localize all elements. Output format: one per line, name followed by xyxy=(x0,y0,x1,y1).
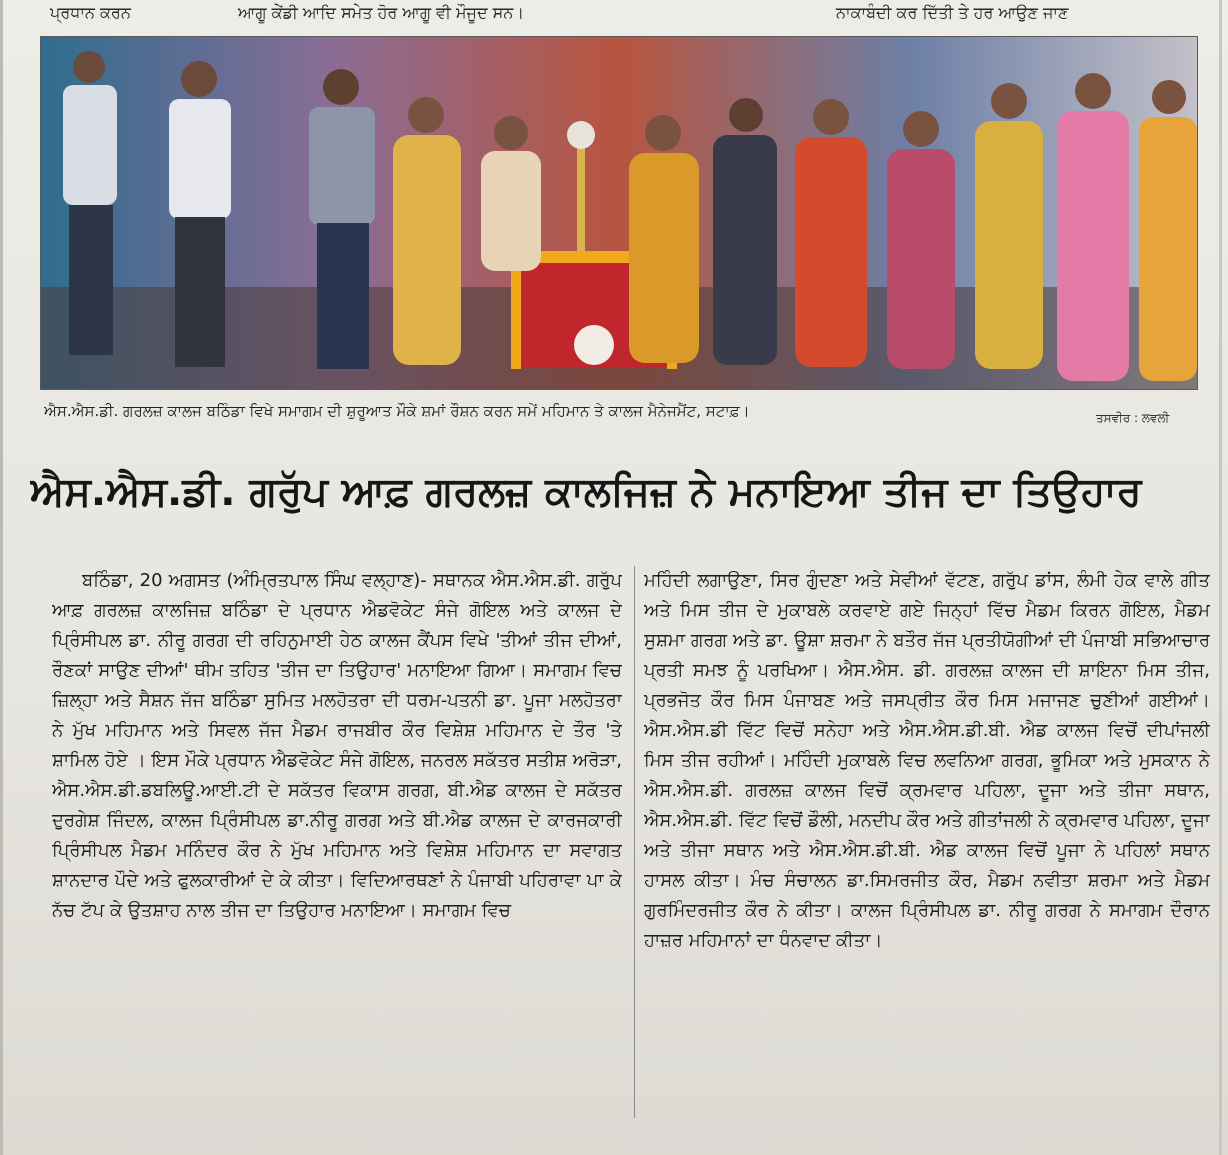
article-headline: ਐਸ.ਐਸ.ਡੀ. ਗਰੁੱਪ ਆਫ਼ ਗਰਲਜ਼ ਕਾਲਜਿਜ਼ ਨੇ ਮਨਾਇਆ ਤੀਜ ਦਾ ਤਿਉਹਾਰ xyxy=(30,469,1142,515)
page-edge xyxy=(1219,0,1222,1155)
article-column-right: ਮਹਿੰਦੀ ਲਗਾਉਣਾ, ਸਿਰ ਗੁੰਦਣਾ ਅਤੇ ਸੇਵੀਆਂ ਵੱਟਣ, ਗਰੁੱਪ ਡਾਂਸ, ਲੰਮੀ ਹੇਕ ਵਾਲੇ ਗੀਤ ਅਤੇ ਮਿਸ ਤੀਜ ਦੇ ਮੁਕਾਬਲੇ ਕਰਵਾਏ ਗਏ ਜਿਨ੍ਹਾਂ ਵਿੱਚ ਮੈਡਮ ਕਿਰਨ ਗੋਇਲ, ਮੈਡਮ ਸੁਸ਼ਮਾ ਗਰਗ ਅਤੇ ਡਾ. ਊਸ਼ਾ ਸ਼ਰਮਾ ਨੇ ਬਤੌਰ ਜੱਜ ਪ੍ਰਤੀਯੋਗੀਆਂ ਦੀ ਪੰਜਾਬੀ ਸਭਿਆਚਾਰ ਪ੍ਰਤੀ ਸਮਝ ਨੂੰ ਪਰਖਿਆ। ਐਸ.ਐਸ. ਡੀ. ਗਰਲਜ਼ ਕਾਲਜ ਦੀ ਸ਼ਾਇਨਾ ਮਿਸ ਤੀਜ, ਪ੍ਰਭਜੋਤ ਕੌਰ ਮਿਸ ਪੰਜਾਬਣ ਅਤੇ ਜਸਪ੍ਰੀਤ ਕੌਰ ਮਿਸ ਮਜਾਜਣ ਚੁਣੀਆਂ ਗਈਆਂ। ਐਸ.ਐਸ.ਡੀ ਵਿੱਟ ਵਿਚੋਂ ਸਨੇਹਾ ਅਤੇ ਐਸ.ਐਸ.ਡੀ.ਬੀ. ਐਡ ਕਾਲਜ ਵਿਚੋਂ ਦੀਪਾਂਜਲੀ ਮਿਸ ਤੀਜ ਰਹੀਆਂ। ਮਹਿੰਦੀ ਮੁਕਾਬਲੇ ਵਿਚ ਲਵਨਿਆ ਗਰਗ, ਭੂਮਿਕਾ ਅਤੇ ਮੁਸਕਾਨ ਨੇ ਐਸ.ਐਸ.ਡੀ. ਗਰਲਜ਼ ਕਾਲਜ ਵਿਚੋਂ ਕ੍ਰਮਵਾਰ ਪਹਿਲਾ, ਦੂਜਾ ਅਤੇ ਤੀਜਾ ਸਥਾਨ, ਐਸ.ਐਸ.ਡੀ. ਵਿੱਟ ਵਿਚੋਂ ਡੌਲੀ, ਮਨਦੀਪ ਕੌਰ ਅਤੇ ਗੀਤਾਂਜਲੀ ਨੇ ਕ੍ਰਮਵਾਰ ਪਹਿਲਾ, ਦੂਜਾ ਅਤੇ ਤੀਜਾ ਸਥਾਨ ਅਤੇ ਐਸ.ਐਸ.ਡੀ.ਬੀ. ਐਡ ਕਾਲਜ ਵਿਚੋਂ ਪੂਜਾ ਨੇ ਪਹਿਲਾਂ ਸਥਾਨ ਹਾਸਲ ਕੀਤਾ। ਮੰਚ ਸੰਚਾਲਨ ਡਾ.ਸਿਮਰਜੀਤ ਕੌਰ, ਮੈਡਮ ਨਵੀਤਾ ਸ਼ਰਮਾ ਅਤੇ ਮੈਡਮ ਗੁਰਮਿੰਦਰਜੀਤ ਕੌਰ ਨੇ ਕੀਤਾ। ਕਾਲਜ ਪ੍ਰਿੰਸੀਪਲ ਡਾ. ਨੀਰੂ ਗਰਗ ਨੇ ਸਮਾਗਮ ਦੌਰਾਨ ਹਾਜ਼ਰ ਮਹਿਮਾਨਾਂ ਦਾ ਧੰਨਵਾਦ ਕੀਤਾ। xyxy=(644,570,1210,951)
person-2 xyxy=(169,61,231,367)
photo-caption: ਐਸ.ਐਸ.ਡੀ. ਗਰਲਜ਼ ਕਾਲਜ ਬਠਿੰਡਾ ਵਿਖੇ ਸਮਾਗਮ ਦੀ ਸ਼ੁਰੂਆਤ ਮੌਕੇ ਸ਼ਮਾਂ ਰੌਸ਼ਨ ਕਰਨ ਸਮੇਂ ਮਹਿਮਾਨ ਤੇ ਕਾਲਜ ਮੈਨੇਜਮੈਂਟ, ਸਟਾਫ਼। xyxy=(44,402,750,420)
person-4 xyxy=(393,97,461,365)
person-8 xyxy=(795,99,867,367)
column-divider xyxy=(634,566,635,1118)
person-7 xyxy=(713,98,777,365)
top-fragment-middle: ਆਗੂ ਕੇਂਡੀ ਆਦਿ ਸਮੇਤ ਹੋਰ ਆਗੂ ਵੀ ਮੌਜੂਦ ਸਨ। xyxy=(238,3,525,22)
article-column-left: ਬਠਿੰਡਾ, 20 ਅਗਸਤ (ਅੰਮ੍ਰਿਤਪਾਲ ਸਿੰਘ ਵਲ੍ਹਾਣ)- ਸਥਾਨਕ ਐਸ.ਐਸ.ਡੀ. ਗਰੁੱਪ ਆਫ਼ ਗਰਲਜ਼ ਕਾਲਜਿਜ਼ ਬਠਿੰਡਾ ਦੇ ਪ੍ਰਧਾਨ ਐਡਵੋਕੇਟ ਸੰਜੇ ਗੋਇਲ ਅਤੇ ਕਾਲਜ ਦੇ ਪ੍ਰਿੰਸੀਪਲ ਡਾ. ਨੀਰੂ ਗਰਗ ਦੀ ਰਹਿਨੁਮਾਈ ਹੇਠ ਕਾਲਜ ਕੈਂਪਸ ਵਿਖੇ 'ਤੀਆਂ ਤੀਜ ਦੀਆਂ, ਰੌਣਕਾਂ ਸਾਉਣ ਦੀਆਂ' ਥੀਮ ਤਹਿਤ 'ਤੀਜ ਦਾ ਤਿਉਹਾਰ' ਮਨਾਇਆ ਗਿਆ। ਸਮਾਗਮ ਵਿਚ ਜ਼ਿਲ੍ਹਾ ਅਤੇ ਸੈਸ਼ਨ ਜੱਜ ਬਠਿੰਡਾ ਸੁਮਿਤ ਮਲਹੋਤਰਾ ਦੀ ਧਰਮ-ਪਤਨੀ ਡਾ. ਪੂਜਾ ਮਲਹੋਤਰਾ ਨੇ ਮੁੱਖ ਮਹਿਮਾਨ ਅਤੇ ਸਿਵਲ ਜੱਜ ਮੈਡਮ ਰਾਜਬੀਰ ਕੌਰ ਵਿਸ਼ੇਸ਼ ਮਹਿਮਾਨ ਦੇ ਤੌਰ 'ਤੇ ਸ਼ਾਮਿਲ ਹੋਏ । ਇਸ ਮੌਕੇ ਪ੍ਰਧਾਨ ਐਡਵੋਕੇਟ ਸੰਜੇ ਗੋਇਲ, ਜਨਰਲ ਸਕੱਤਰ ਸਤੀਸ਼ ਅਰੋੜਾ, ਐਸ.ਐਸ.ਡੀ.ਡਬਲਿਊ.ਆਈ.ਟੀ ਦੇ ਸਕੱਤਰ ਵਿਕਾਸ ਗਰਗ, ਬੀ.ਐਡ ਕਾਲਜ ਦੇ ਸਕੱਤਰ ਦੁਰਗੇਸ਼ ਜਿੰਦਲ, ਕਾਲਜ ਪ੍ਰਿੰਸੀਪਲ ਡਾ.ਨੀਰੂ ਗਰਗ ਅਤੇ ਬੀ.ਐਡ ਕਾਲਜ ਦੇ ਕਾਰਜਕਾਰੀ ਪ੍ਰਿੰਸੀਪਲ ਮੈਡਮ ਮਨਿੰਦਰ ਕੌਰ ਨੇ ਮੁੱਖ ਮਹਿਮਾਨ ਅਤੇ ਵਿਸ਼ੇਸ਼ ਮਹਿਮਾਨ ਦਾ ਸਵਾਗਤ ਸ਼ਾਨਦਾਰ ਪੌਦੇ ਅਤੇ ਫੁਲਕਾਰੀਆਂ ਦੇ ਕੇ ਕੀਤਾ। ਵਿਦਿਆਰਥਣਾਂ ਨੇ ਪੰਜਾਬੀ ਪਹਿਰਾਵਾ ਪਾ ਕੇ ਨੱਚ ਟੱਪ ਕੇ ਉਤਸ਼ਾਹ ਨਾਲ ਤੀਜ ਦਾ ਤਿਉਹਾਰ ਮਨਾਇਆ। ਸਮਾਗਮ ਵਿਚ xyxy=(52,570,622,921)
person-10 xyxy=(975,83,1043,369)
group-photo-illustration xyxy=(41,37,1197,389)
stage-emblem xyxy=(574,325,614,365)
previous-article-tail xyxy=(0,0,1228,36)
person-11 xyxy=(1057,73,1129,381)
page-fold-line xyxy=(0,0,3,1155)
ceremonial-lamp xyxy=(577,147,585,251)
person-1 xyxy=(63,51,117,355)
photo-credit: ਤਸਵੀਰ : ਲਵਲੀ xyxy=(1096,411,1170,425)
lamp-top xyxy=(567,121,595,149)
news-photo xyxy=(40,36,1198,390)
top-fragment-left: ਪ੍ਰਧਾਨ ਕਰਨ xyxy=(50,3,131,22)
person-3 xyxy=(309,69,375,369)
top-fragment-right: ਨਾਕਾਬੰਦੀ ਕਰ ਦਿੱਤੀ ਤੇ ਹਰ ਆਉਣ ਜਾਣ xyxy=(836,3,1069,22)
person-12 xyxy=(1139,80,1197,381)
